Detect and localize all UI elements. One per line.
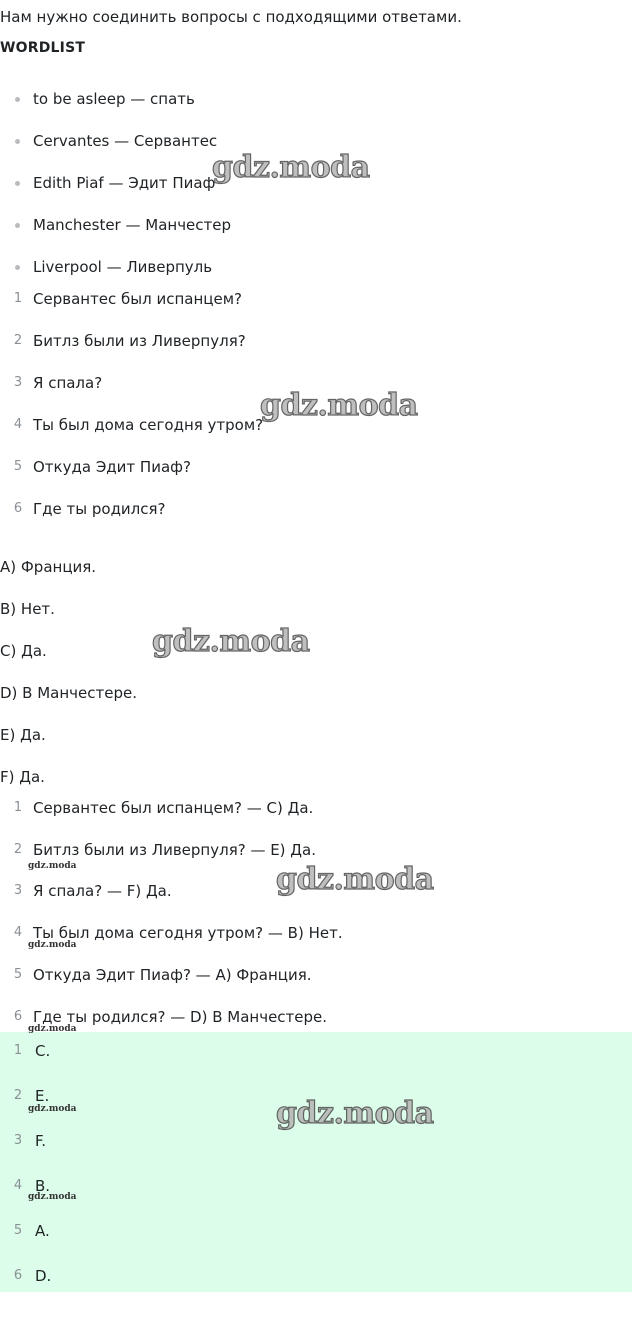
answer-option: C) Да. [0, 642, 47, 660]
watermark-small: gdz.moda [28, 1024, 77, 1034]
watermark-small: gdz.moda [28, 1104, 77, 1114]
question-text: Ты был дома сегодня утром? [33, 416, 264, 434]
match-text: Битлз были из Ливерпуля? — E) Да. [33, 841, 316, 859]
watermark-small: gdz.moda [28, 1192, 77, 1202]
final-answer-text: A. [35, 1222, 50, 1240]
question-text: Битлз были из Ливерпуля? [33, 332, 246, 350]
final-answer-number: 1 [13, 1043, 23, 1058]
match-text: Где ты родился? — D) В Манчестере. [33, 1008, 328, 1026]
match-number: 6 [13, 1009, 23, 1024]
question-text: Откуда Эдит Пиаф? [33, 458, 191, 476]
question-text: Сервантес был испанцем? [33, 290, 243, 308]
watermark: gdz.moda [212, 150, 370, 185]
answer-option: A) Франция. [0, 558, 97, 576]
wordlist-item: to be asleep — спать [33, 90, 195, 108]
final-answer-number: 2 [13, 1088, 23, 1103]
answer-option: F) Да. [0, 768, 45, 786]
match-text: Сервантес был испанцем? — C) Да. [33, 799, 314, 817]
intro-text: Нам нужно соединить вопросы с подходящими ответами. [0, 8, 462, 26]
wordlist-item: Liverpool — Ливерпуль [33, 258, 213, 276]
question-number: 2 [13, 333, 23, 348]
match-text: Я спала? — F) Да. [33, 882, 172, 900]
bullet-icon [15, 181, 20, 186]
question-text: Где ты родился? [33, 500, 166, 518]
bullet-icon [15, 223, 20, 228]
match-number: 5 [13, 967, 23, 982]
watermark: gdz.moda [152, 624, 310, 659]
wordlist-item: Manchester — Манчестер [33, 216, 232, 234]
answer-option: B) Нет. [0, 600, 55, 618]
question-number: 6 [13, 501, 23, 516]
final-answer-text: E. [35, 1087, 50, 1105]
final-answer-text: B. [35, 1177, 51, 1195]
final-answer-box [0, 1032, 632, 1292]
question-text: Я спала? [33, 374, 103, 392]
final-answer-number: 6 [13, 1268, 23, 1283]
match-text: Ты был дома сегодня утром? — B) Нет. [33, 924, 343, 942]
bullet-icon [15, 139, 20, 144]
final-answer-number: 3 [13, 1133, 23, 1148]
bullet-icon [15, 265, 20, 270]
final-answer-text: F. [35, 1132, 46, 1150]
watermark: gdz.moda [260, 388, 418, 423]
answer-option: D) В Манчестере. [0, 684, 137, 702]
bullet-icon [15, 97, 20, 102]
wordlist-heading: WORDLIST [0, 40, 86, 56]
watermark: gdz.moda [276, 862, 434, 897]
final-answer-number: 4 [13, 1178, 23, 1193]
question-number: 5 [13, 459, 23, 474]
final-answer-text: C. [35, 1042, 51, 1060]
watermark-small: gdz.moda [28, 861, 77, 871]
watermark: gdz.moda [276, 1096, 434, 1131]
answer-option: E) Да. [0, 726, 46, 744]
final-answer-text: D. [35, 1267, 52, 1285]
match-text: Откуда Эдит Пиаф? — A) Франция. [33, 966, 312, 984]
watermark-small: gdz.moda [28, 940, 77, 950]
wordlist-item: Cervantes — Сервантес [33, 132, 218, 150]
question-number: 4 [13, 417, 23, 432]
match-number: 1 [13, 800, 23, 815]
final-answer-number: 5 [13, 1223, 23, 1238]
match-number: 4 [13, 925, 23, 940]
wordlist-item: Edith Piaf — Эдит Пиаф [33, 174, 216, 192]
question-number: 1 [13, 291, 23, 306]
match-number: 2 [13, 842, 23, 857]
match-number: 3 [13, 883, 23, 898]
question-number: 3 [13, 375, 23, 390]
